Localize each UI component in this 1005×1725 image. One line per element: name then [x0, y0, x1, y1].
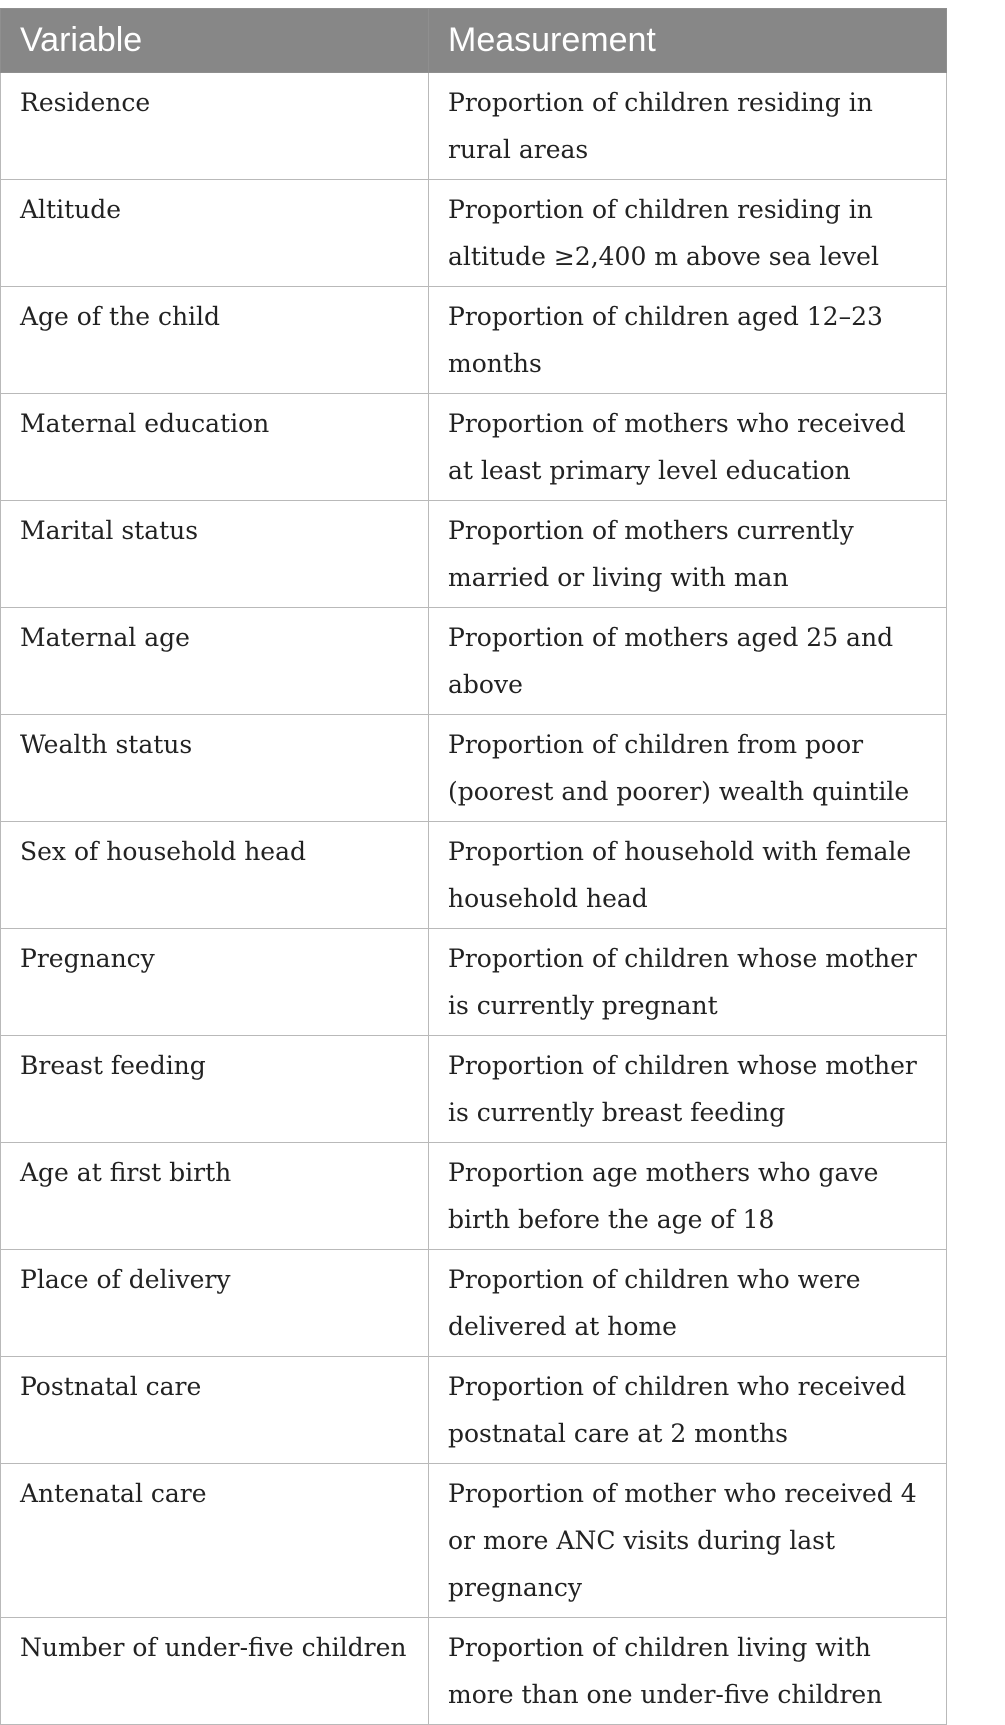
measurement-cell: Proportion of children residing in altitude ≥2,400 m above sea level — [429, 180, 947, 287]
measurement-cell: Proportion of mothers who received at least primary level education — [429, 394, 947, 501]
variables-table — [0, 8, 947, 1725]
measurement-cell: Proportion of children who received postnatal care at 2 months — [429, 1357, 947, 1464]
table-row — [1, 287, 947, 394]
table-header — [1, 9, 947, 73]
measurement-cell: Proportion of mother who received 4 or more ANC visits during last pregnancy — [429, 1464, 947, 1618]
header-measurement: Measurement — [429, 9, 947, 73]
variable-cell: Sex of household head — [1, 822, 429, 929]
measurement-cell: Proportion of children who were delivered at home — [429, 1250, 947, 1357]
table-row — [1, 929, 947, 1036]
variable-cell: Marital status — [1, 501, 429, 608]
variable-cell: Wealth status — [1, 715, 429, 822]
table-row — [1, 608, 947, 715]
variable-cell: Postnatal care — [1, 1357, 429, 1464]
variables-table-container — [0, 8, 946, 1725]
measurement-cell: Proportion of household with female household head — [429, 822, 947, 929]
measurement-cell: Proportion of children whose mother is currently pregnant — [429, 929, 947, 1036]
measurement-cell: Proportion of children aged 12–23 months — [429, 287, 947, 394]
variable-cell: Place of delivery — [1, 1250, 429, 1357]
variable-cell: Number of under-five children — [1, 1618, 429, 1725]
table-row — [1, 1618, 947, 1725]
header-row — [1, 9, 947, 73]
variable-cell: Pregnancy — [1, 929, 429, 1036]
variable-cell: Breast feeding — [1, 1036, 429, 1143]
table-row — [1, 1036, 947, 1143]
variable-cell: Antenatal care — [1, 1464, 429, 1618]
measurement-cell: Proportion of mothers currently married or living with man — [429, 501, 947, 608]
measurement-cell: Proportion of mothers aged 25 and above — [429, 608, 947, 715]
table-row — [1, 394, 947, 501]
table-row — [1, 1143, 947, 1250]
variable-cell: Residence — [1, 73, 429, 180]
table-row — [1, 822, 947, 929]
table-row — [1, 715, 947, 822]
measurement-cell: Proportion age mothers who gave birth before the age of 18 — [429, 1143, 947, 1250]
variable-cell: Age at first birth — [1, 1143, 429, 1250]
measurement-cell: Proportion of children residing in rural areas — [429, 73, 947, 180]
variable-cell: Maternal education — [1, 394, 429, 501]
header-variable: Variable — [1, 9, 429, 73]
measurement-cell: Proportion of children from poor (poorest and poorer) wealth quintile — [429, 715, 947, 822]
variable-cell: Age of the child — [1, 287, 429, 394]
variable-cell: Altitude — [1, 180, 429, 287]
measurement-cell: Proportion of children living with more than one under-five children — [429, 1618, 947, 1725]
table-row — [1, 180, 947, 287]
measurement-cell: Proportion of children whose mother is currently breast feeding — [429, 1036, 947, 1143]
table-row — [1, 1250, 947, 1357]
variable-cell: Maternal age — [1, 608, 429, 715]
table-body — [1, 73, 947, 1725]
table-row — [1, 501, 947, 608]
table-row — [1, 1464, 947, 1618]
table-row — [1, 73, 947, 180]
table-row — [1, 1357, 947, 1464]
